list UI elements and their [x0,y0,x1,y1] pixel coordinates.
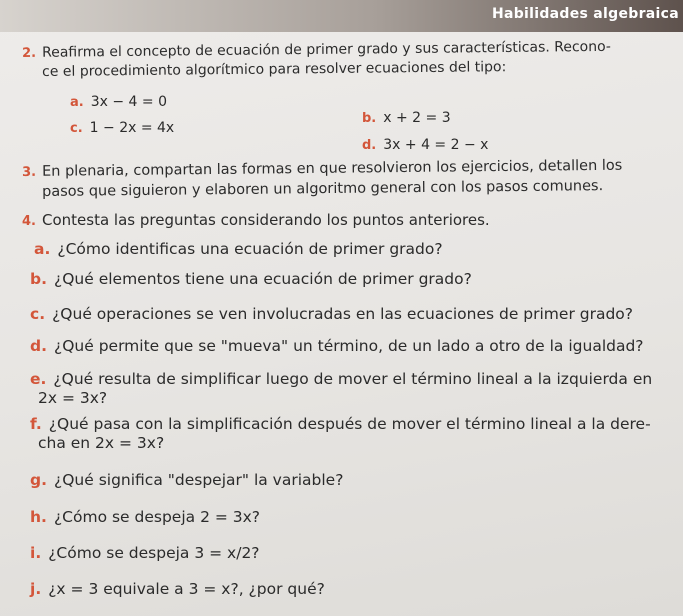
equation-letter: a. [70,95,84,110]
question-3-number: 3. [22,164,37,180]
subquestion-c [30,305,633,323]
section-header [0,0,683,32]
subquestion-g [30,471,343,489]
subquestion-a [34,240,443,258]
question-2-continuation [42,58,506,81]
subquestion-e [30,370,652,388]
subquestion-text: ¿Qué elementos tiene una ecuación de primer grado? [53,270,472,288]
subquestion-text: ¿Cómo identificas una ecuación de primer grado? [57,240,443,258]
equation-a [70,94,167,110]
subquestion-text: ¿Qué operaciones se ven involucradas en las ecuaciones de primer grado? [52,305,634,323]
equation-text: 1 − 2x = 4x [89,120,175,136]
question-3-line2: pasos que siguieron y elaboren un algoritmo general con los pasos comunes. [42,178,604,200]
subquestion-text: ¿Qué resulta de simplificar luego de mover el término lineal a la izquierda en [53,370,653,388]
question-4-number: 4. [22,214,36,229]
section-title: Habilidades algebraica [491,6,679,22]
equation-text: x + 2 = 3 [383,110,451,126]
question-3-line1: En plenaria, compartan las formas en que resolvieron los ejercicios, detallen los [41,157,623,180]
subquestion-letter: j. [30,580,42,598]
subquestion-h [30,508,260,526]
subquestion-d [30,337,644,355]
subquestion-text: 2x = 3x? [38,389,108,407]
subquestion-text: ¿Cómo se despeja 3 = x/2? [48,544,260,562]
subquestion-text: ¿Cómo se despeja 2 = 3x? [53,508,261,526]
subquestion-text: ¿Qué significa "despejar" la variable? [53,471,344,489]
subquestion-letter: b. [30,270,47,288]
equation-letter: b. [362,111,377,126]
question-2-line1: Reafirma el concepto de ecuación de primer grado y sus características. Recono- [41,38,612,61]
subquestion-text: ¿x = 3 equivale a 3 = x?, ¿por qué? [48,580,325,598]
subquestion-text: ¿Qué pasa con la simplificación después de mover el término lineal a la dere- [48,415,651,433]
equation-c [70,120,174,136]
subquestion-letter: c. [30,305,46,323]
subquestion-i [30,544,260,562]
subquestion-letter: g. [30,471,47,489]
subquestion-e-continuation [38,389,107,407]
subquestion-letter: d. [30,337,47,355]
subquestion-letter: h. [30,508,47,526]
equation-text: 3x − 4 = 0 [90,94,167,110]
subquestion-letter: f. [30,415,42,433]
equation-text: 3x + 4 = 2 − x [383,137,489,153]
equation-b [362,110,451,126]
question-4-text: Contesta las preguntas considerando los puntos anteriores. [41,211,490,229]
subquestion-j [30,580,325,598]
question-2-number: 2. [22,45,37,61]
equation-d [362,137,488,153]
subquestion-b [30,270,472,288]
equation-letter: c. [70,121,83,136]
question-2-line2: ce el procedimiento algorítmico para resolver ecuaciones del tipo: [42,59,507,80]
subquestion-letter: i. [30,544,42,562]
subquestion-letter: e. [30,370,47,388]
subquestion-f [30,415,651,433]
subquestion-letter: a. [34,240,51,258]
subquestion-text: ¿Qué permite que se "mueva" un término, de un lado a otro de la igualdad? [53,337,644,355]
equation-letter: d. [362,138,377,153]
subquestion-f-continuation [38,434,164,452]
subquestion-text: cha en 2x = 3x? [38,434,165,452]
question-4 [22,211,490,229]
